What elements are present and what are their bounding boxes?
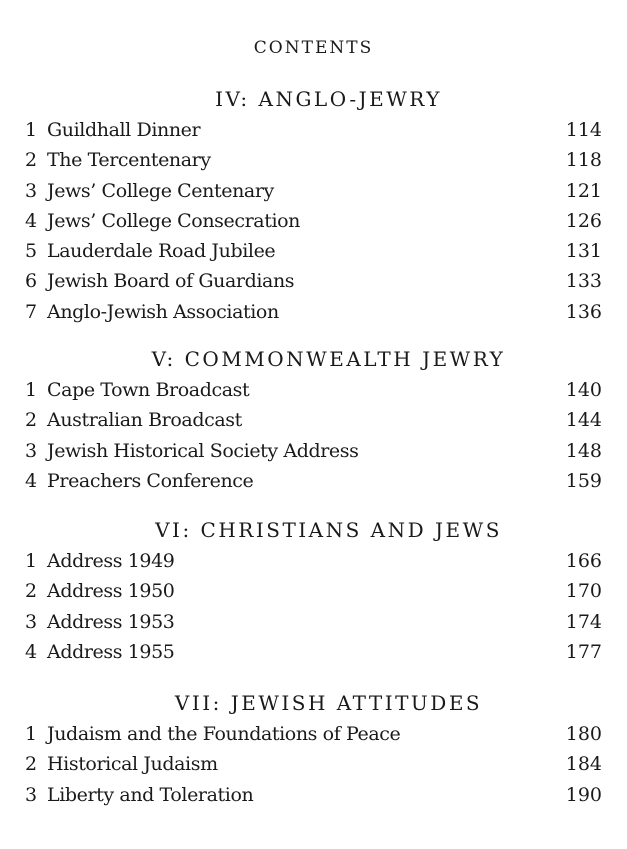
section-title: V: COMMONWEALTH JEWRY <box>151 347 506 371</box>
section-jewish-attitudes <box>0 687 627 810</box>
entry-number: 2 <box>25 580 38 603</box>
toc-entry[interactable] <box>0 405 627 435</box>
entry-page: 184 <box>565 753 602 776</box>
entry-title: Cape Town Broadcast <box>47 379 250 401</box>
entry-page: 177 <box>565 640 602 663</box>
entry-page: 190 <box>565 783 602 806</box>
toc-entry[interactable] <box>0 436 627 466</box>
entry-number: 2 <box>25 753 38 776</box>
entry-page: 148 <box>565 439 602 462</box>
entry-page: 140 <box>565 379 602 401</box>
entry-number: 4 <box>25 209 38 232</box>
toc-entry[interactable] <box>0 115 627 145</box>
entry-title: Address 1955 <box>47 640 175 663</box>
entry-number: 4 <box>25 640 38 663</box>
entry-page: 170 <box>565 580 602 603</box>
toc-entry[interactable] <box>0 375 627 405</box>
entry-title: Historical Judaism <box>47 753 218 776</box>
section-commonwealth-jewry <box>0 343 627 496</box>
entry-number: 7 <box>25 300 38 323</box>
entry-title: Jewish Historical Society Address <box>47 439 359 462</box>
entry-title: Address 1950 <box>47 580 175 603</box>
entry-page: 131 <box>565 240 602 263</box>
toc-entry[interactable] <box>0 176 627 206</box>
entry-page: 180 <box>565 723 602 745</box>
toc-entry[interactable] <box>0 297 627 327</box>
toc-entry[interactable] <box>0 749 627 779</box>
section-title: VII: JEWISH ATTITUDES <box>174 691 483 715</box>
entry-title: Anglo-Jewish Association <box>47 300 279 323</box>
entry-number: 1 <box>25 379 38 401</box>
toc-entry[interactable] <box>0 637 627 667</box>
entry-number: 3 <box>25 610 38 633</box>
entry-number: 1 <box>25 119 38 141</box>
entry-page: 118 <box>565 149 602 172</box>
entry-page: 166 <box>565 550 602 572</box>
toc-entry[interactable] <box>0 145 627 175</box>
entry-number: 6 <box>25 270 38 293</box>
toc-entry[interactable] <box>0 206 627 236</box>
entry-page: 126 <box>565 209 602 232</box>
toc-entry[interactable] <box>0 576 627 606</box>
entry-title: The Tercentenary <box>47 149 211 172</box>
toc-entry[interactable] <box>0 719 627 749</box>
toc-entry[interactable] <box>0 607 627 637</box>
toc-entry[interactable] <box>0 266 627 296</box>
section-title: VI: CHRISTIANS AND JEWS <box>155 518 502 542</box>
entry-page: 121 <box>565 179 602 202</box>
entry-title: Address 1949 <box>47 550 175 572</box>
toc-entry[interactable] <box>0 466 627 496</box>
entry-number: 2 <box>25 149 38 172</box>
entry-number: 3 <box>25 179 38 202</box>
entry-page: 133 <box>565 270 602 293</box>
section-christians-and-jews <box>0 514 627 667</box>
entry-page: 136 <box>565 300 602 323</box>
entry-title: Jews’ College Centenary <box>47 179 274 202</box>
entry-number: 1 <box>25 550 38 572</box>
entry-title: Judaism and the Foundations of Peace <box>47 723 401 745</box>
page-title: CONTENTS <box>253 38 374 58</box>
entry-number: 4 <box>25 469 38 492</box>
section-anglo-jewry <box>0 83 627 327</box>
entry-title: Lauderdale Road Jubilee <box>47 240 276 263</box>
section-title: IV: ANGLO-JEWRY <box>215 87 442 111</box>
entry-title: Address 1953 <box>47 610 175 633</box>
entry-number: 3 <box>25 439 38 462</box>
entry-page: 144 <box>565 409 602 432</box>
toc-entry[interactable] <box>0 780 627 810</box>
entry-title: Jews’ College Consecration <box>47 209 301 232</box>
entry-number: 2 <box>25 409 38 432</box>
entry-page: 174 <box>565 610 602 633</box>
toc-entry[interactable] <box>0 546 627 576</box>
entry-title: Preachers Conference <box>47 469 254 492</box>
entry-title: Liberty and Toleration <box>47 783 254 806</box>
entry-title: Guildhall Dinner <box>47 119 201 141</box>
entry-page: 159 <box>565 469 602 492</box>
entry-number: 5 <box>25 240 38 263</box>
entry-number: 3 <box>25 783 38 806</box>
toc-entry[interactable] <box>0 236 627 266</box>
entry-title: Australian Broadcast <box>47 409 242 432</box>
entry-number: 1 <box>25 723 38 745</box>
entry-page: 114 <box>565 119 602 141</box>
entry-title: Jewish Board of Guardians <box>47 270 295 293</box>
